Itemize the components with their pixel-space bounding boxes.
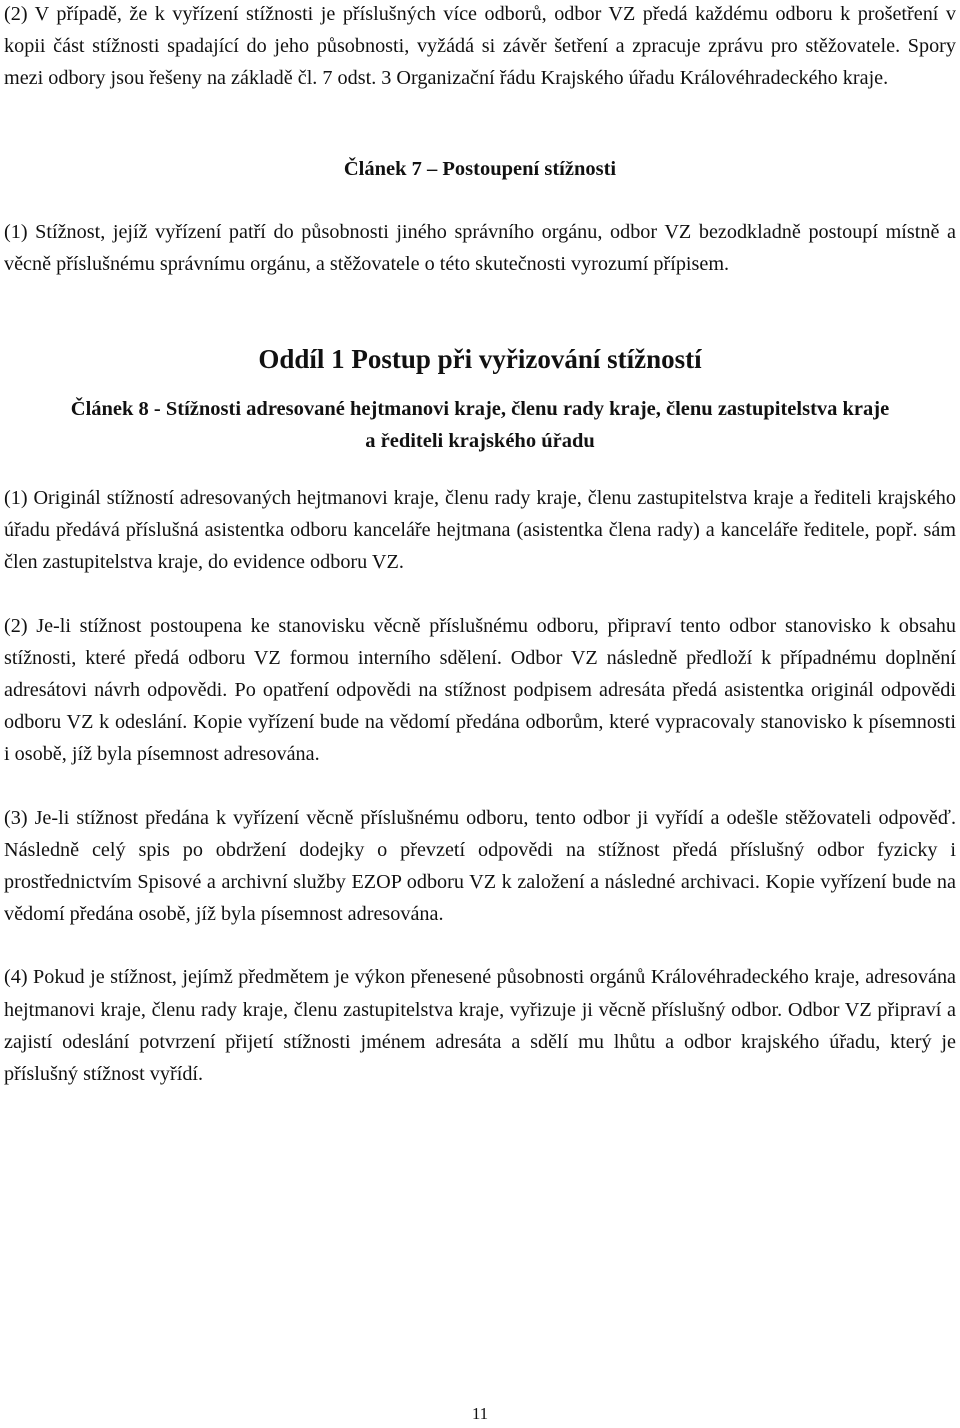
article-7-heading: Článek 7 – Postoupení stížnosti <box>343 157 617 180</box>
article-8-paragraph-3: (3) Je-li stížnost předána k vyřízení věcně příslušnému odboru, tento odbor ji vyřídí a odešle stěžovateli odpověď. Následně celý spis po obdržení dodejky o převzetí odpovědi na stížnost předá příslušný odbor fyzicky i prostřednictvím Spisové a archivní služby EZOP odboru VZ k založení a následné archivaci. Kopie vyřízení bude na vědomí předána osobě, jíž byla písemnost adresována. <box>4 806 956 926</box>
page-number: 11 <box>471 1404 489 1423</box>
intro-paragraph: (2) V případě, že k vyřízení stížnosti je příslušných více odborů, odbor VZ předá každému odboru k prošetření v kopii část stížnosti spadající do jeho působnosti, vyžádá si závěr šetření a zpracuje zprávu pro stěžovatele. Spory mezi odbory jsou řešeny na základě čl. 7 odst. 3 Organizační řádu Krajského úřadu Královéhradeckého kraje. <box>4 3 956 90</box>
article-8-heading: Článek 8 - Stížnosti adresované hejtmanovi kraje, členu rady kraje, členu zastupitelstva kraje a řediteli krajského úřadu <box>70 398 890 453</box>
section-1-heading: Oddíl 1 Postup při vyřizování stížností <box>258 344 702 375</box>
article-8-paragraph-1: (1) Originál stížností adresovaných hejtmanovi kraje, členu rady kraje, členu zastupitelstva kraje a řediteli krajského úřadu předává příslušná asistentka odboru kanceláře hejtmana (asistentka člena rady) a kanceláře ředitele, popř. sám člen zastupitelstva kraje, do evidence odboru VZ. <box>4 487 956 574</box>
article-8-paragraph-4: (4) Pokud je stížnost, jejímž předmětem je výkon přenesené působnosti orgánů Královéhradeckého kraje, adresována hejtmanovi kraje, členu rady kraje, členu zastupitelstva kraje, vyřizuje ji věcně příslušný odbor. Odbor VZ připraví a zajistí odeslání potvrzení přijetí stížnosti jménem adresáta a sdělí mu lhůtu a odbor krajského úřadu, který je příslušný stížnost vyřídí. <box>4 966 956 1086</box>
article-7-paragraph-1: (1) Stížnost, jejíž vyřízení patří do působnosti jiného správního orgánu, odbor VZ bezodkladně postoupí místně a věcně příslušnému správnímu orgánu, a stěžovatele o této skutečnosti vyrozumí přípisem. <box>4 220 956 275</box>
document-page <box>4 0 956 1090</box>
article-8-paragraph-2: (2) Je-li stížnost postoupena ke stanovisku věcně příslušnému odboru, připraví tento odbor stanovisko k obsahu stížnosti, které předá odboru VZ formou interního sdělení. Odbor VZ následně předloží k případnému doplnění adresátovi návrh odpovědi. Po opatření odpovědi na stížnost podpisem adresáta předá asistentka originál odpovědi odboru VZ k odeslání. Kopie vyřízení bude na vědomí předána odborům, které vypracovaly stanovisko k písemnosti i osobě, jíž byla písemnost adresována. <box>4 614 956 766</box>
